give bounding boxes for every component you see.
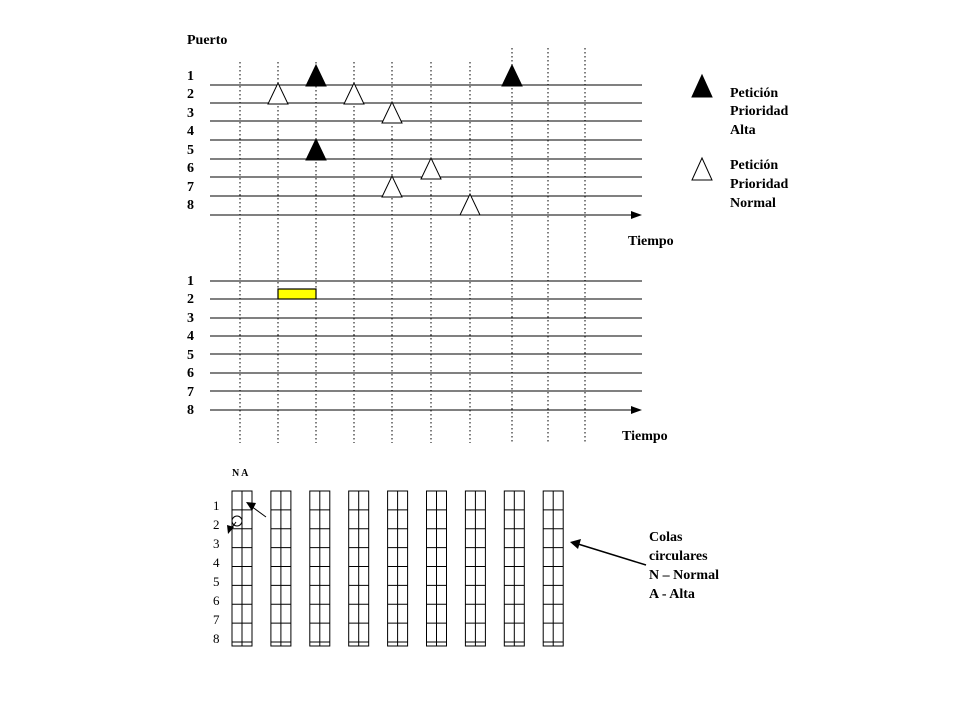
normal-priority-request-icon	[421, 158, 441, 179]
bottom-time-label: Tiempo	[622, 429, 668, 444]
bottom-port-lines	[210, 281, 642, 414]
queue-row-label: 4	[213, 555, 220, 570]
port-label: 3	[187, 311, 194, 326]
port-label: 8	[187, 198, 194, 213]
port-label: 1	[187, 274, 194, 289]
normal-priority-request-icon	[382, 176, 402, 197]
normal-priority-triangle-icon	[692, 158, 712, 180]
legend-high-text	[730, 86, 792, 138]
queue-row-label: 3	[213, 536, 220, 551]
time-arrow-icon	[631, 406, 642, 414]
port-label: 5	[187, 143, 194, 158]
time-slot-gridlines	[240, 48, 585, 443]
queue-label-arrowhead-icon	[570, 539, 581, 549]
top-time-label: Tiempo	[628, 234, 674, 249]
legend-high-line: Petición	[730, 86, 779, 101]
queue-row-label: 7	[213, 612, 220, 627]
queue-row-label: 1	[213, 498, 220, 513]
queue-header: N A	[232, 468, 249, 479]
port-label: 2	[187, 292, 194, 307]
port-label: 2	[187, 87, 194, 102]
queue-row-label: 8	[213, 631, 220, 646]
legend-high-line: Alta	[730, 123, 756, 138]
legend-normal-line: Petición	[730, 158, 779, 173]
bottom-port-labels	[187, 274, 194, 418]
queue-row-label: 5	[213, 574, 220, 589]
queue-row-label: 2	[213, 517, 220, 532]
queue-label-line: N – Normal	[649, 568, 719, 583]
port-label: 3	[187, 106, 194, 121]
port-label: 6	[187, 366, 194, 381]
top-port-labels	[187, 69, 194, 213]
normal-priority-request-icon	[268, 83, 288, 104]
port-label: 5	[187, 348, 194, 363]
queue-label-line: Colas	[649, 530, 683, 545]
legend-high-line: Prioridad	[730, 104, 789, 119]
queue-label-arrow	[578, 544, 646, 565]
legend-normal-line: Normal	[730, 196, 776, 211]
time-arrow-icon	[631, 211, 642, 219]
legend-normal-line: Prioridad	[730, 177, 789, 192]
top-port-lines	[210, 85, 642, 219]
legend-normal-text	[730, 158, 792, 211]
normal-priority-request-icon	[382, 102, 402, 123]
queue-label-line: circulares	[649, 549, 708, 564]
queue-label-text	[649, 530, 723, 602]
port-label: 1	[187, 69, 194, 84]
circular-queues	[232, 491, 563, 646]
queue-row-labels	[213, 498, 220, 646]
high-priority-request-icon	[306, 65, 326, 86]
grant-block	[278, 289, 316, 299]
port-label: 7	[187, 385, 194, 400]
legend	[692, 75, 792, 211]
normal-priority-request-icon	[344, 83, 364, 104]
high-priority-request-icon	[502, 65, 522, 86]
port-label: 4	[187, 124, 194, 139]
port-label: 7	[187, 180, 194, 195]
port-label: 4	[187, 329, 194, 344]
high-priority-request-icon	[306, 139, 326, 160]
normal-priority-request-icon	[460, 194, 480, 215]
queue-label-line: A - Alta	[649, 587, 695, 602]
high-priority-triangle-icon	[692, 75, 712, 97]
port-label: 6	[187, 161, 194, 176]
queue-row-label: 6	[213, 593, 220, 608]
top-axis-title: Puerto	[187, 33, 228, 48]
pointer-circle-icon	[232, 516, 242, 526]
port-label: 8	[187, 403, 194, 418]
